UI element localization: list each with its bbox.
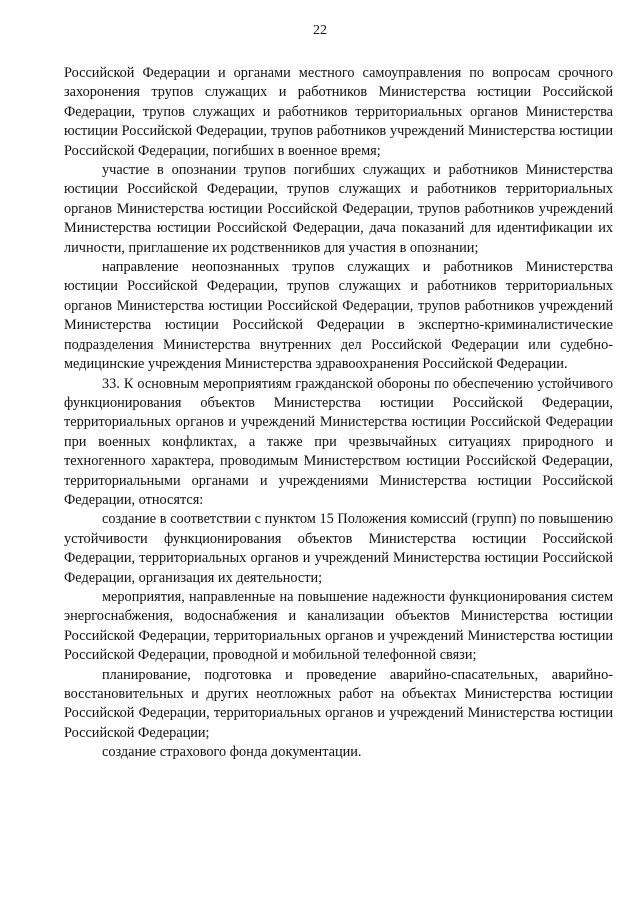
page-number: 22 — [313, 23, 327, 38]
paragraph-emergency-works: планирование, подготовка и проведение аварийно-спасательных, аварийно-восстановительных и других неотложных работ на объектах Министерства юстиции Российской Федерации, территориальных органов и учреждений Министерства юстиции Российской Федерации; — [64, 666, 613, 741]
paragraph-utilities: мероприятия, направленные на повышение надежности функционирования систем энергоснабжения, водоснабжения и канализации объектов Министерства юстиции Российской Федерации, территориальных органов и учреждений Министерства юстиции Российской Федерации, проводной и мобильной телефонной связи; — [64, 588, 613, 664]
paragraph-documentation-fund: создание страхового фонда документации. — [102, 744, 362, 761]
paragraph-identification: участие в опознании трупов погибших служащих и работников Министерства юстиции Российской Федерации, трупов служащих и работников территориальных органов Министерства юстиции Российской Федерации, трупов работников учреждений Министерства юстиции Российской Федерации, дача показаний для идентификации их личности, приглашение их родственников для участия в опознании; — [64, 162, 613, 256]
paragraph-commissions: создание в соответствии с пунктом 15 Положения комиссий (групп) по повышению устойчивости функционирования объектов Министерства юстиции Российской Федерации, территориальных органов и учреждений Министерства юстиции Российской Федерации, организация их деятельности; — [64, 511, 613, 586]
document-body — [64, 64, 613, 763]
paragraph-unidentified-bodies: направление неопознанных трупов служащих и работников Министерства юстиции Российской Федерации, трупов служащих и работников территориальных органов Министерства юстиции Российской Федерации, трупов работников учреждений Министерства юстиции Российской Федерации в экспертно-криминалистические подразделения Министерства внутренних дел Российской Федерации или судебно-медицинские учреждения Министерства здравоохранения Российской Федерации. — [64, 259, 613, 373]
paragraph-item-33: 33. К основным мероприятиям гражданской обороны по обеспечению устойчивого функционирования объектов Министерства юстиции Российской Федерации, территориальных органов и учреждений Министерства юстиции Российской Федерации при военных конфликтах, а также при чрезвычайных ситуациях природного и техногенного характера, проводимым Министерством юстиции Российской Федерации, территориальными органами и учреждениями Министерства юстиции Российской Федерации, относятся: — [64, 375, 613, 508]
paragraph-continuation: Российской Федерации и органами местного самоуправления по вопросам срочного захоронения трупов служащих и работников Министерства юстиции Российской Федерации, трупов служащих и работников территориальных органов Министерства юстиции Российской Федерации, трупов работников учреждений Министерства юстиции Российской Федерации, погибших в военное время; — [64, 65, 613, 159]
